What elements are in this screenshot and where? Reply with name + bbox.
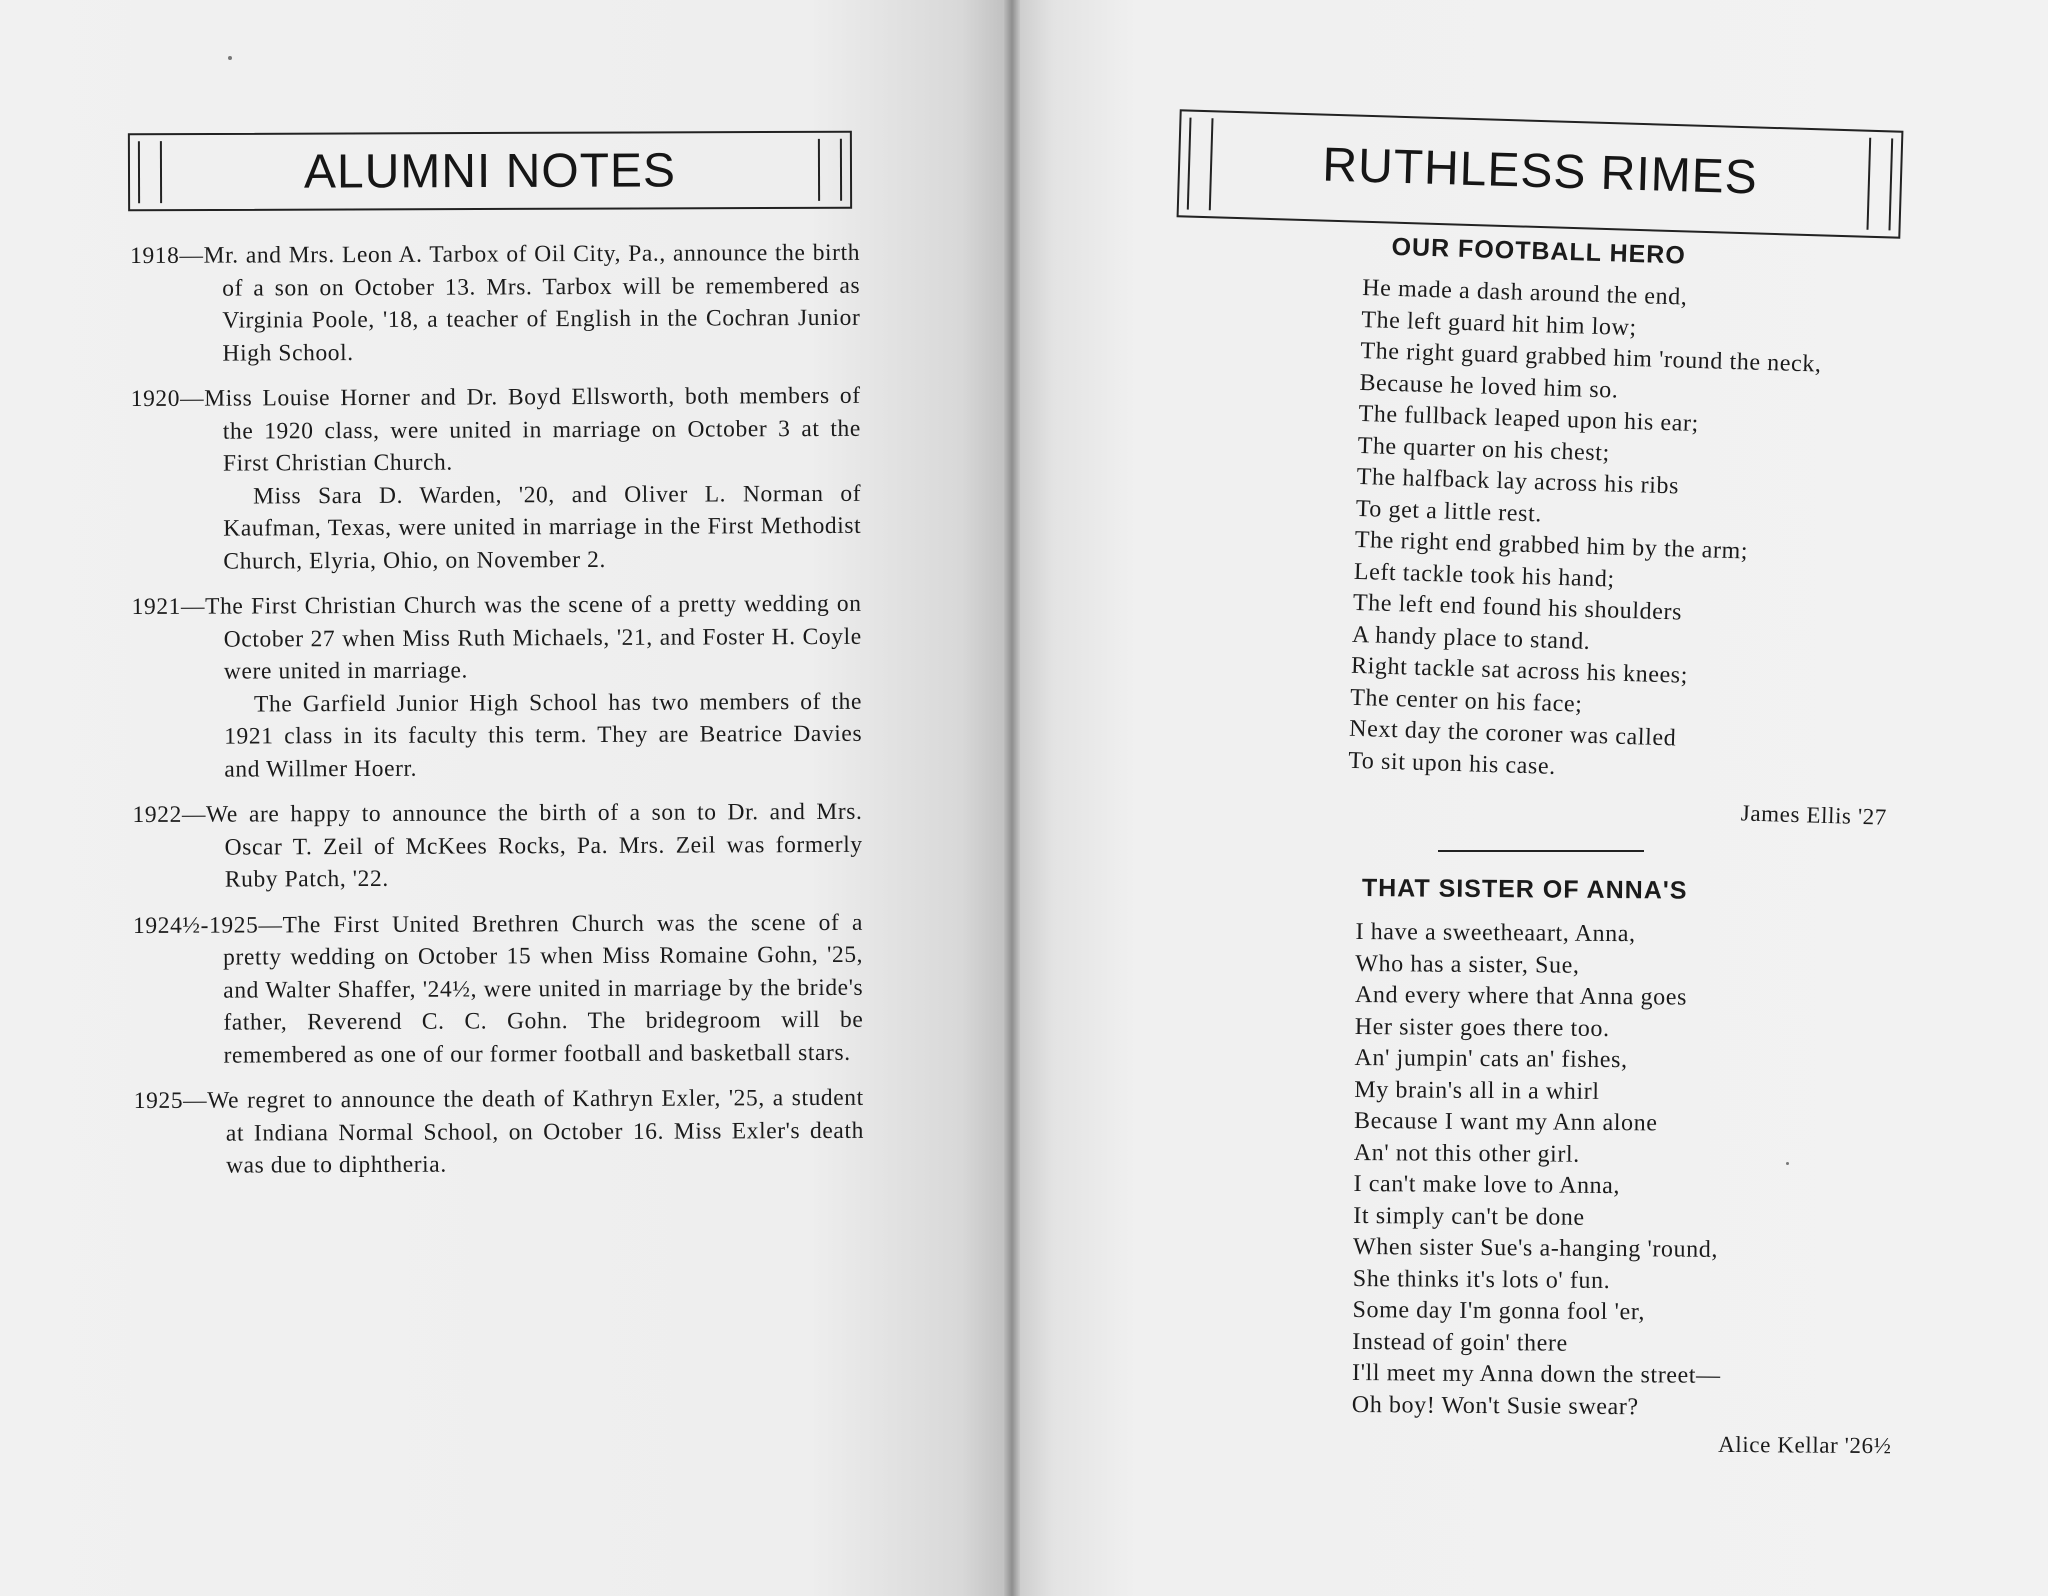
ruthless-rimes-banner — [1177, 109, 1904, 238]
poem-line: He made a dash around the end, — [1361, 274, 1688, 311]
section-divider — [1438, 850, 1644, 852]
entry-text: 1921—The First Christian Church was the scene of a pretty wedding on October 27 when Miss Ruth Michaels, '21, and Foster H. Coyle were united in marriage. — [131, 590, 862, 685]
poem-title: OUR FOOTBALL HERO — [1391, 232, 1687, 270]
page-title: RUTHLESS RIMES — [1321, 138, 1759, 205]
book-spine — [1004, 0, 1020, 1596]
poem-line: Her sister goes there too. — [1354, 1013, 1610, 1042]
poem-line: Instead of goin' there — [1352, 1328, 1568, 1357]
alumni-notes-list — [130, 237, 864, 1196]
banner-bar-right — [818, 139, 842, 201]
poem-that-sister-of-annas — [1351, 874, 1896, 1459]
poem-our-football-hero — [1347, 232, 1904, 831]
poem-author: Alice Kellar '26½ — [1718, 1431, 1892, 1459]
poem-line: Some day I'm gonna fool 'er, — [1352, 1296, 1646, 1326]
poem-line: I can't make love to Anna, — [1353, 1170, 1621, 1200]
entry-text: 1922—We are happy to announce the birth of a son to Dr. and Mrs. Oscar T. Zeil of McKees Rocks, Pa. Mrs. Zeil was formerly Ruby Patch, '22. — [132, 798, 863, 893]
paper-speck — [228, 56, 232, 60]
poem-line: Oh boy! Won't Susie swear? — [1351, 1391, 1639, 1420]
poem-line: The left end found his shoulders — [1352, 589, 1683, 626]
poem-line: An' jumpin' cats an' fishes, — [1354, 1044, 1628, 1074]
poem-line: The fullback leaped upon his ear; — [1358, 400, 1700, 438]
banner-bar-right — [1866, 138, 1893, 231]
entry-text: 1924½-1925—The First United Brethren Church was the scene of a pretty wedding on October 15 when Miss Romaine Gohn, '25, and Walter Shaffer, '24½, were united in marriage by the bride's father, Reverend C. C. Gohn. The bridegroom will be remembered as one of our former football and basketball stars. — [132, 909, 864, 1069]
poem-line: I have a sweetheaart, Anna, — [1355, 918, 1636, 948]
banner-bar-left — [1187, 118, 1214, 211]
alumni-entry-1918 — [130, 237, 861, 370]
poem-line: Left tackle took his hand; — [1353, 558, 1616, 593]
alumni-notes-banner — [128, 131, 852, 212]
poem-line: A handy place to stand. — [1351, 621, 1591, 655]
poem-line: When sister Sue's a-hanging 'round, — [1352, 1233, 1719, 1263]
poem-line: The right end grabbed him by the arm; — [1354, 526, 1749, 565]
alumni-entry-1925 — [134, 1082, 864, 1183]
poem-line: I'll meet my Anna down the street— — [1351, 1359, 1721, 1389]
poem-line: Because he loved him so. — [1359, 369, 1619, 404]
alumni-entry-1920 — [131, 380, 862, 578]
entry-text: 1918—Mr. and Mrs. Leon A. Tarbox of Oil City, Pa., announce the birth of a son on October 13. Mrs. Tarbox will be remembered as Virginia Poole, '18, a teacher of English in the Cochran Junior High School. — [130, 239, 861, 367]
poem-title: THAT SISTER OF ANNA'S — [1361, 874, 1688, 905]
poem-line: The halfback lay across his ribs — [1356, 463, 1680, 500]
banner-bar-left — [138, 141, 162, 203]
poem-line: The left guard hit him low; — [1361, 306, 1638, 341]
poem-line: Next day the coroner was called — [1348, 715, 1677, 752]
poem-line: My brain's all in a whirl — [1354, 1076, 1600, 1105]
poem-line: And every where that Anna goes — [1354, 981, 1688, 1011]
page-title: ALUMNI NOTES — [303, 144, 677, 199]
poem-line: The right guard grabbed him 'round the neck, — [1360, 337, 1822, 378]
alumni-entry-1922 — [132, 796, 862, 897]
poem-line: Right tackle sat across his knees; — [1350, 652, 1689, 689]
poem-line: An' not this other girl. — [1353, 1139, 1580, 1168]
entry-paragraph: The Garfield Junior High School has two members of the 1921 class in its faculty this term. They are Beatrice Davies and Willmer Hoerr. — [224, 688, 863, 783]
poem-line: The center on his face; — [1349, 684, 1583, 718]
poem-line: To sit upon his case. — [1347, 747, 1557, 780]
alumni-entry-1924-1925 — [133, 906, 864, 1072]
poem-line: It simply can't be done — [1353, 1202, 1585, 1231]
poem-author: James Ellis '27 — [1740, 800, 1888, 830]
alumni-entry-1921 — [132, 588, 863, 786]
poem-line: She thinks it's lots o' fun. — [1352, 1265, 1611, 1294]
poem-line: Because I want my Ann alone — [1353, 1107, 1658, 1137]
poem-line: The quarter on his chest; — [1357, 432, 1611, 466]
poem-line: Who has a sister, Sue, — [1355, 950, 1580, 979]
poem-line: To get a little rest. — [1355, 495, 1543, 527]
entry-text: 1925—We regret to announce the death of Kathryn Exler, '25, a student at Indiana Normal School, on October 16. Miss Exler's death was due to diphtheria. — [133, 1084, 864, 1179]
entry-text: 1920—Miss Louise Horner and Dr. Boyd Ellsworth, both members of the 1920 class, were united in marriage on October 3 at the First Christian Church. — [130, 382, 861, 477]
entry-paragraph: Miss Sara D. Warden, '20, and Oliver L. Norman of Kaufman, Texas, were united in marriage in the First Methodist Church, Elyria, Ohio, on November 2. — [223, 480, 862, 575]
